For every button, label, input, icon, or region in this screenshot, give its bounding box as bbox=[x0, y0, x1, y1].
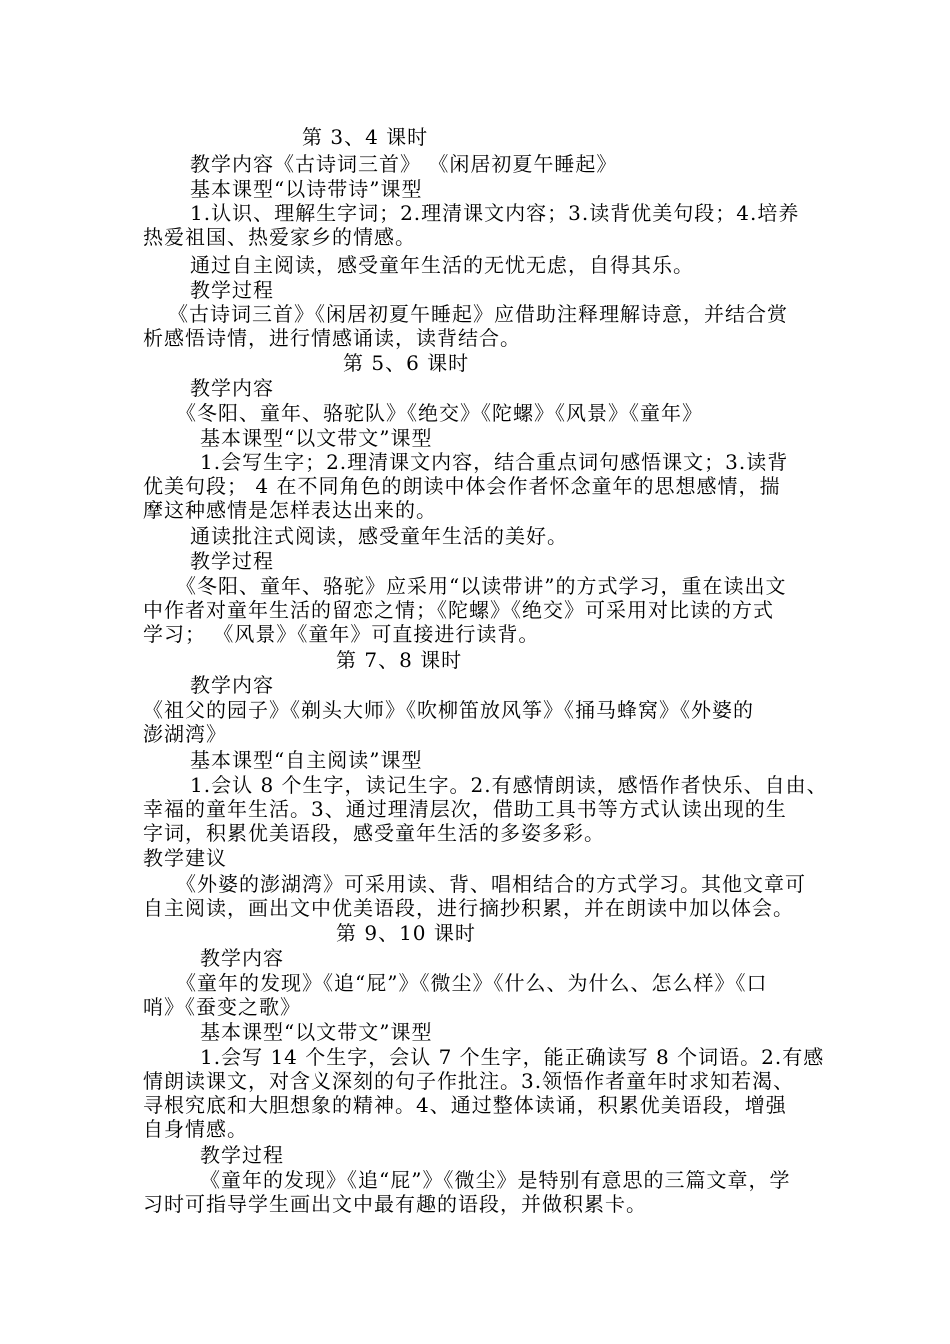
content-line: 澎湖湾》 bbox=[143, 722, 227, 746]
content-line: 通过自主阅读，感受童年生活的无忧无虑，自得其乐。 bbox=[190, 253, 694, 277]
lesson-heading-3-4: 第 3、4 课时 bbox=[302, 125, 429, 149]
content-line: 教学建议 bbox=[143, 846, 227, 870]
content-line: 优美句段； 4 在不同角色的朗读中体会作者怀念童年的思想感情，揣 bbox=[143, 474, 781, 498]
content-line: 学习； 《风景》《童年》可直接进行读背。 bbox=[143, 622, 540, 646]
content-line: 教学内容 bbox=[190, 673, 274, 697]
content-line: 教学内容 bbox=[200, 946, 284, 970]
content-line: 习时可指导学生画出文中最有趣的语段，并做积累卡。 bbox=[143, 1192, 647, 1216]
content-line: 基本课型“自主阅读”课型 bbox=[190, 748, 423, 772]
lesson-heading-5-6: 第 5、6 课时 bbox=[343, 351, 470, 375]
content-line: 《冬阳、童年、骆驼队》《绝交》《陀螺》《风景》《童年》 bbox=[176, 401, 703, 425]
content-line: 1.会写生字；2.理清课文内容，结合重点词句感悟课文；3.读背 bbox=[200, 450, 789, 474]
content-line: 摩这种感情是怎样表达出来的。 bbox=[143, 498, 437, 522]
content-line: 《冬阳、童年、骆驼》应采用“以读带讲”的方式学习，重在读出文 bbox=[176, 574, 787, 598]
content-line: 寻根究底和大胆想象的精神。4、通过整体读诵，积累优美语段，增强 bbox=[143, 1093, 787, 1117]
content-line: 《童年的发现》《追“屁”》《微尘》是特别有意思的三篇文章，学 bbox=[200, 1168, 791, 1192]
content-line: 1.会写 14 个生字，会认 7 个生字，能正确读写 8 个词语。2.有感 bbox=[200, 1045, 825, 1069]
content-line: 字词，积累优美语段，感受童年生活的多姿多彩。 bbox=[143, 821, 605, 845]
lesson-heading-9-10: 第 9、10 课时 bbox=[336, 921, 476, 945]
content-line: 《外婆的澎湖湾》可采用读、背、唱相结合的方式学习。其他文章可 bbox=[176, 872, 806, 896]
content-line: 《童年的发现》《追“屁”》《微尘》《什么、为什么、怎么样》《口 bbox=[176, 971, 768, 995]
content-line: 1.认识、理解生字词；2.理清课文内容；3.读背优美句段；4.培养 bbox=[190, 201, 800, 225]
content-line: 基本课型“以诗带诗”课型 bbox=[190, 177, 423, 201]
content-line: 1.会认 8 个生字，读记生字。2.有感情朗读，感悟作者快乐、自由、 bbox=[190, 773, 828, 797]
content-line: 教学内容《古诗词三首》 《闲居初夏午睡起》 bbox=[190, 152, 618, 176]
content-line: 热爱祖国、热爱家乡的情感。 bbox=[143, 225, 416, 249]
content-line: 通读批注式阅读，感受童年生活的美好。 bbox=[190, 524, 568, 548]
content-line: 自主阅读，画出文中优美语段，进行摘抄积累，并在朗读中加以体会。 bbox=[143, 896, 794, 920]
content-line: 自身情感。 bbox=[143, 1117, 248, 1141]
content-line: 教学过程 bbox=[190, 278, 274, 302]
content-line: 中作者对童年生活的留恋之情；《陀螺》《绝交》可采用对比读的方式 bbox=[143, 598, 774, 622]
content-line: 基本课型“以文带文”课型 bbox=[200, 1020, 433, 1044]
content-line: 情朗读课文，对含义深刻的句子作批注。3.领悟作者童年时求知若渴、 bbox=[143, 1069, 795, 1093]
content-line: 哨》《蚕变之歌》 bbox=[143, 995, 301, 1019]
content-line: 教学过程 bbox=[190, 549, 274, 573]
content-line: 析感悟诗情，进行情感诵读，读背结合。 bbox=[143, 326, 521, 350]
content-line: 教学过程 bbox=[200, 1143, 284, 1167]
content-line: 《古诗词三首》《闲居初夏午睡起》应借助注释理解诗意，并结合赏 bbox=[168, 302, 788, 326]
content-line: 幸福的童年生活。3、通过理清层次，借助工具书等方式认读出现的生 bbox=[143, 797, 787, 821]
content-line: 教学内容 bbox=[190, 376, 274, 400]
content-line: 《祖父的园子》《剃头大师》《吹柳笛放风筝》《捅马蜂窝》《外婆的 bbox=[143, 698, 754, 722]
content-line: 基本课型“以文带文”课型 bbox=[200, 426, 433, 450]
lesson-heading-7-8: 第 7、8 课时 bbox=[336, 648, 463, 672]
